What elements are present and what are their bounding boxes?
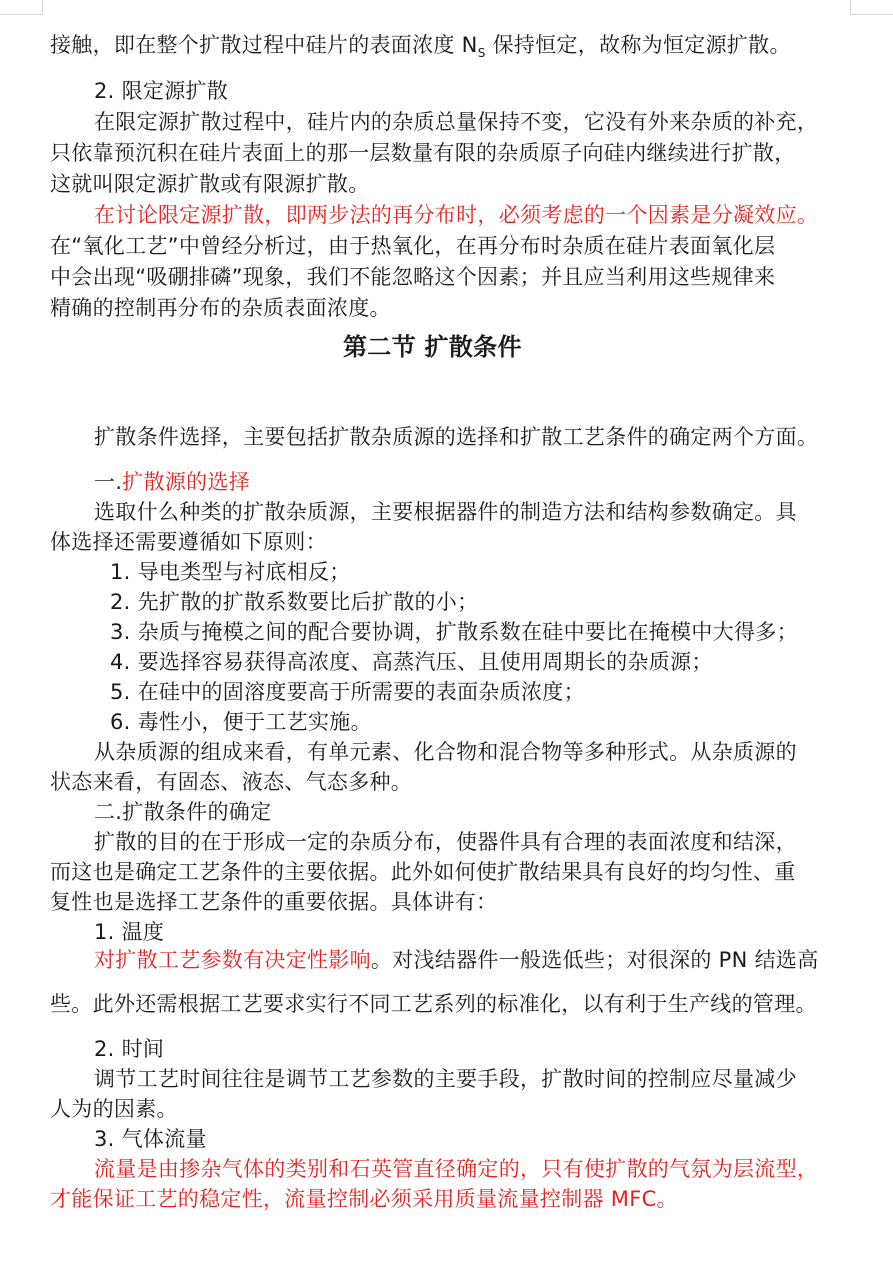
highlighted-line: 流量是由掺杂气体的类别和石英管直径确定的，只有使扩散的气氛为层流型， [94,1157,819,1181]
list-item: 6. 毒性小，便于工艺实施。 [110,710,372,734]
page-corner-mark-left [0,0,43,15]
subsection-title: 二.扩散条件的确定 [94,800,272,824]
list-item: 4. 要选择容易获得高浓度、高蒸汽压、且使用周期长的杂质源； [110,650,713,674]
paragraph-line: 复性也是选择工艺条件的重要依据。具体讲有： [50,890,498,914]
subsection-title: 1. 温度 [94,920,165,944]
subsection-title [94,467,250,497]
text-run: 接触，即在整个扩散过程中硅片的表面浓度 N [50,33,478,57]
paragraph-line: 只依靠预沉积在硅片表面上的那一层数量有限的杂质原子向硅内继续进行扩散， [50,141,796,165]
list-item: 3. 杂质与掩模之间的配合要协调，扩散系数在硅中要比在掩模中大得多； [110,620,798,644]
list-item: 2. 先扩散的扩散系数要比后扩散的小； [110,590,479,614]
text-run: 一. [94,470,123,494]
subscript: S [477,46,486,60]
paragraph-line: 精确的控制再分布的杂质表面浓度。 [50,296,391,320]
section-heading: 第二节 扩散条件 [343,333,522,361]
paragraph-line: 中会出现“吸硼排磷”现象，我们不能忽略这个因素；并且应当利用这些规律来 [50,265,776,289]
list-item: 5. 在硅中的固溶度要高于所需要的表面杂质浓度； [110,680,585,704]
paragraph-line: 体选择还需要遵循如下原则： [50,530,327,554]
paragraph-line: 人为的因素。 [50,1097,178,1121]
paragraph-line: 些。此外还需根据工艺要求实行不同工艺系列的标准化，以有利于生产线的管理。 [50,992,817,1016]
list-item: 1. 导电类型与衬底相反； [110,560,351,584]
paragraph-line: 状态来看，有固态、液态、气态多种。 [50,770,413,794]
paragraph-line: 这就叫限定源扩散或有限源扩散。 [50,172,370,196]
subsection-title: 3. 气体流量 [94,1127,207,1151]
paragraph-line: 在限定源扩散过程中，硅片内的杂质总量保持不变，它没有外来杂质的补充， [94,110,819,134]
highlighted-text: 扩散源的选择 [122,470,251,494]
paragraph-line: 扩散条件选择，主要包括扩散杂质源的选择和扩散工艺条件的确定两个方面。 [94,425,819,449]
highlighted-text: 对扩散工艺参数有决定性影响 [94,948,371,972]
paragraph-line: 扩散的目的在于形成一定的杂质分布，使器件具有合理的表面浓度和结深， [94,830,797,854]
text-run: 。对浅结器件一般选低些；对很深的 PN 结选高 [370,948,819,972]
text-line [50,30,791,63]
paragraph-line: 从杂质源的组成来看，有单元素、化合物和混合物等多种形式。从杂质源的 [94,740,797,764]
paragraph-line: 而这也是确定工艺条件的主要依据。此外如何使扩散结果具有良好的均匀性、重 [50,860,796,884]
text-run: 保持恒定，故称为恒定源扩散。 [485,33,791,57]
subsection-title: 2. 时间 [94,1037,165,1061]
paragraph-line: 调节工艺时间往往是调节工艺参数的主要手段，扩散时间的控制应尽量减少 [94,1067,797,1091]
paragraph-line: 在“氧化工艺”中曾经分析过，由于热氧化，在再分布时杂质在硅片表面氧化层 [50,234,776,258]
paragraph-line [94,945,819,975]
highlighted-line: 在讨论限定源扩散，即两步法的再分布时，必须考虑的一个因素是分凝效应。 [94,203,819,227]
subsection-title: 2. 限定源扩散 [94,79,229,103]
page-corner-mark-right [850,0,893,15]
highlighted-line: 才能保证工艺的稳定性，流量控制必须采用质量流量控制器 MFC。 [50,1187,678,1211]
paragraph-line: 选取什么种类的扩散杂质源，主要根据器件的制造方法和结构参数确定。具 [94,500,797,524]
